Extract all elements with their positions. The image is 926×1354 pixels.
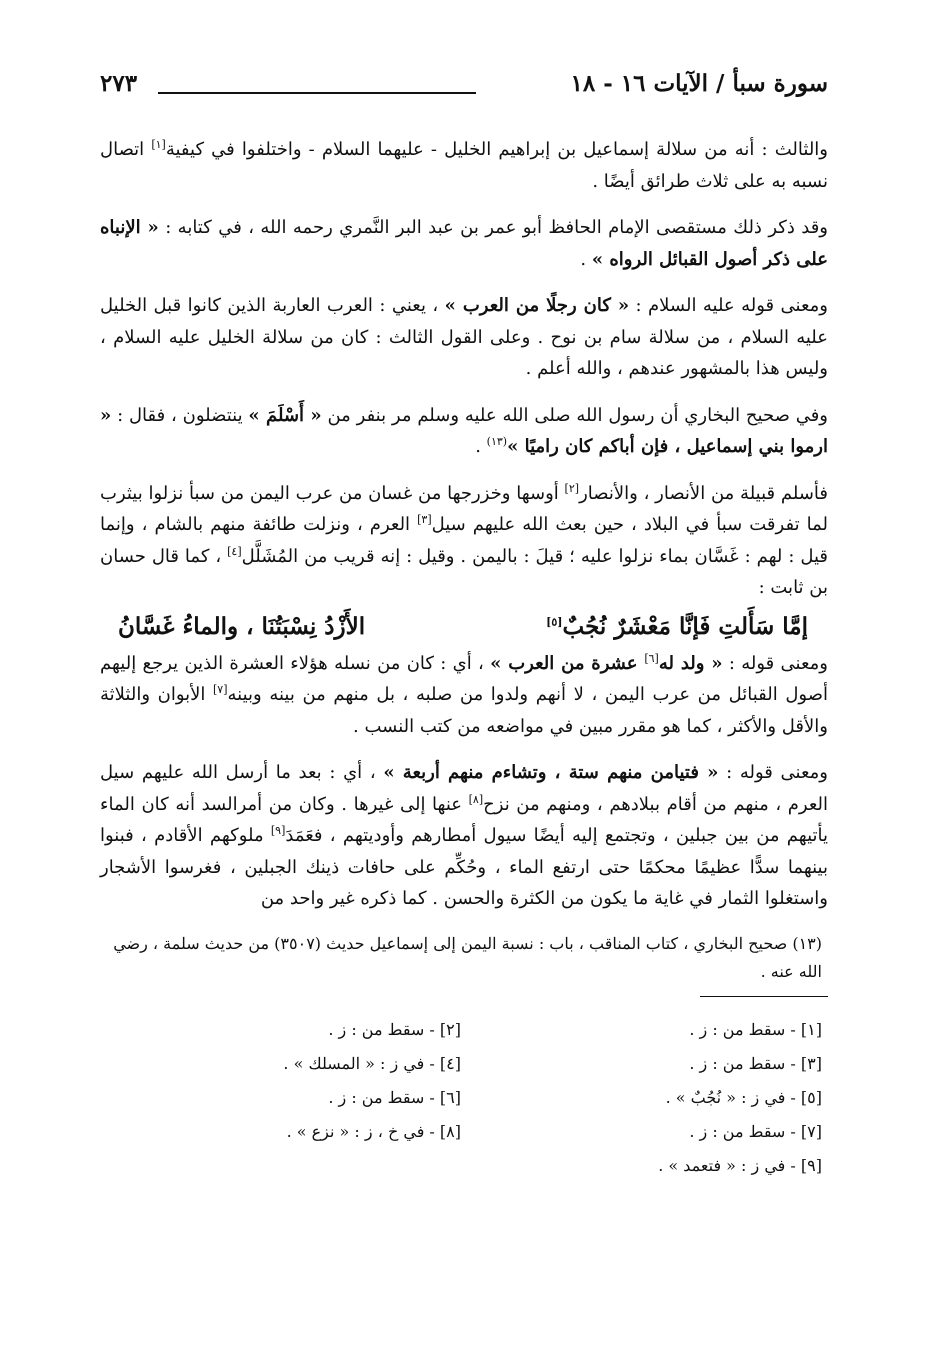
poetry-verse <box>118 610 808 644</box>
paragraph-1: والثالث : أنه من سلالة إسماعيل بن إبراهيم الخليل - عليهما السلام - واختلفوا في كيفية[١] اتصال نسبه به على ثلاث طرائق أيضًا . <box>100 138 829 192</box>
paragraph-6: ومعنى قوله : « ولد له[٦] عشرة من العرب » ، أي : كان من نسله هؤلاء العشرة الذين يرجع إليهم أصول القبائل من عرب اليمن ، لا أنهم ولدوا من صلبه ، بل منهم من بينه وبينه[٧] الأبوان والثلاثة والأقل والأكثر ، كما هو مقرر مبين في مواضعه من كتب النسب . <box>100 651 829 737</box>
editor-note: [٧] - سقط من : ز . <box>689 1121 822 1141</box>
page-number: ٢٧٣ <box>100 70 138 97</box>
book-title: « الإنباه على ذكر أصول القبائل الرواه » <box>100 217 828 270</box>
main-text <box>100 134 828 1183</box>
editor-note: [٢] - سقط من : ز . <box>328 1019 461 1039</box>
editor-note: [٤] - في ز : « المسلك » . <box>283 1053 461 1073</box>
quoted-phrase: « فتيامن منهم ستة ، وتشاءم منهم أربعة » <box>383 762 719 783</box>
note-marker: [٥] <box>546 614 563 628</box>
note-marker: [٤] <box>227 544 242 558</box>
note-marker: [٢] <box>564 481 580 495</box>
footnote-13: (١٣) صحيح البخاري ، كتاب المناقب ، باب : نسبة اليمن إلى إسماعيل حديث (٣٥٠٧) من حديث سلمة ، رضي الله عنه . <box>113 933 822 981</box>
footnote-divider <box>700 996 828 997</box>
note-marker: [٧] <box>213 683 228 696</box>
note-marker: [٨] <box>468 792 484 806</box>
note-marker: [٦] <box>644 651 659 665</box>
verse-second-hemistich: الأَزْدُ نِسْبَتُنَا ، والماءُ غَسَّانُ <box>118 612 366 640</box>
paragraph-7: ومعنى قوله : « فتيامن منهم ستة ، وتشاءم منهم أربعة » ، أي : بعد ما أرسل الله عليهم سيل العرم ، منهم من أقام ببلادهم ، ومنهم من نزح[٨] عنها إلى غيرها . وكان من أمرالسد أنه كان الماء يأتيهم من بين جبلين ، وتجتمع إليه أيضًا سيول أمطارهم وأوديتهم ، فعَمَدَ[٩] ملوكهم الأقادم ، فبنوا بينهما سدًّا عظيمًا محكمًا حتى ارتفع الماء ، وحُكِّم على حافات ذينك الجبلين ، فغرسوا الأشجار واستغلوا الثمار في غاية ما يكون من الكثرة والحسن . كما ذكره غير واحد من <box>100 762 828 909</box>
note-marker: [٣] <box>417 513 432 526</box>
editor-note: [٩] - في ز : « فتعمد » . <box>658 1155 822 1175</box>
note-marker: [٩] <box>270 824 286 837</box>
paragraph-5: فأسلم قبيلة من الأنصار ، والأنصار[٢] أوسها وخزرجها من غسان من عرب اليمن من سبأ نزلوا بيثرب لما تفرقت سبأ في البلاد ، حين بعث الله عليهم سيل[٣] العرم ، ونزلت طائفة منهم بالشام ، وإنما قيل : لهم : غَسَّان بماء نزلوا عليه ؛ قيلَ : باليمن . وقيل : إنه قريب من المُشَلَّل[٤] ، كما قال حسان بن ثابت : <box>100 481 828 598</box>
editor-note: [٥] - في ز : « نُجُبٌ » . <box>665 1087 822 1107</box>
chapter-title: سورة سبأ / الآيات ١٦ - ١٨ <box>570 70 828 97</box>
verse-first-hemistich: إمَّا سَأَلتِ فَإنَّا مَعْشَرٌ نُجُبٌ[٥] <box>546 612 808 640</box>
quoted-phrase: « أَسْلَمَ » <box>248 404 322 426</box>
paragraph-2: وقد ذكر ذلك مستقصى الإمام الحافظ أبو عمر بن عبد البر النَّمري رحمه الله ، في كتابه : « الإنباه على ذكر أصول القبائل الرواه » . <box>100 217 828 270</box>
editor-note: [١] - سقط من : ز . <box>689 1019 822 1039</box>
paragraph-3: ومعنى قوله عليه السلام : « كان رجلًا من العرب » ، يعني : العرب العاربة الذين كانوا قبل الخليل عليه السلام ، من سلالة سام بن نوح . وعلى القول الثالث : كان من سلالة الخليل عليه السلام ، وليس هذا بالمشهور عندهم ، والله أعلم . <box>100 295 828 379</box>
editor-notes <box>100 1013 828 1183</box>
footnote-marker: (١٣) <box>486 435 508 448</box>
running-header <box>100 70 828 106</box>
editor-note: [٣] - سقط من : ز . <box>689 1053 822 1073</box>
hadith-quote: « ارموا بني إسماعيل ، فإن أباكم كان راميًا » <box>100 404 828 457</box>
editor-note: [٨] - في خ ، ز : « نزع » . <box>286 1121 461 1141</box>
quoted-phrase: « ولد له <box>658 652 723 674</box>
editor-note: [٦] - سقط من : ز . <box>328 1087 461 1107</box>
paragraph-4: وفي صحيح البخاري أن رسول الله صلى الله عليه وسلم مر بنفر من « أَسْلَمَ » ينتضلون ، فقال : « ارموا بني إسماعيل ، فإن أباكم كان راميًا »$^{(١٣)}$ . <box>100 404 828 457</box>
header-rule <box>158 92 476 94</box>
quoted-phrase: « كان رجلًا من العرب » <box>444 295 630 316</box>
note-marker: [١] <box>151 138 166 151</box>
